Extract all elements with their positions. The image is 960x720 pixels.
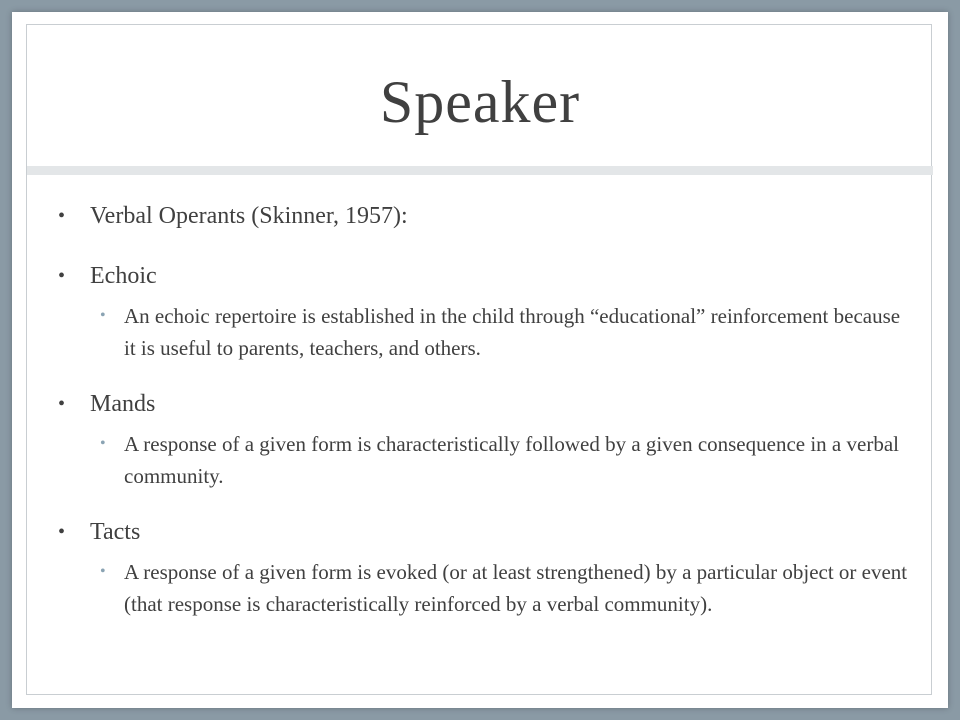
bullet-icon: • <box>58 393 66 415</box>
sub-bullet-icon: • <box>100 435 106 452</box>
slide-frame <box>12 12 948 708</box>
bullet-tacts <box>56 516 916 548</box>
sub-bullet-mands <box>56 428 916 492</box>
sub-bullet-text: An echoic repertoire is established in the child through “educational” reinforcement because it is useful to parents, teachers, and others. <box>124 304 901 360</box>
bullet-text: Verbal Operants (Skinner, 1957): <box>90 203 408 229</box>
slide-content <box>56 200 916 620</box>
bullet-text: Tacts <box>90 519 141 545</box>
sub-bullet-echoic <box>56 300 916 364</box>
bullet-icon: • <box>58 521 66 543</box>
bullet-verbal-operants <box>56 200 916 232</box>
sub-bullet-text: A response of a given form is characteristically followed by a given consequence in a verbal community. <box>124 432 899 488</box>
sub-bullet-icon: • <box>100 307 106 324</box>
sub-bullet-text: A response of a given form is evoked (or at least strengthened) by a particular object or event (that response is characteristically reinforced by a verbal community). <box>124 560 908 616</box>
bullet-text: Mands <box>90 391 156 417</box>
bullet-echoic <box>56 260 916 292</box>
bullet-text: Echoic <box>90 263 157 289</box>
title-divider <box>27 166 933 175</box>
bullet-mands <box>56 388 916 420</box>
bullet-icon: • <box>58 205 66 227</box>
slide-title: Speaker <box>379 69 581 135</box>
sub-bullet-tacts <box>56 556 916 620</box>
bullet-icon: • <box>58 265 66 287</box>
sub-bullet-icon: • <box>100 563 106 580</box>
